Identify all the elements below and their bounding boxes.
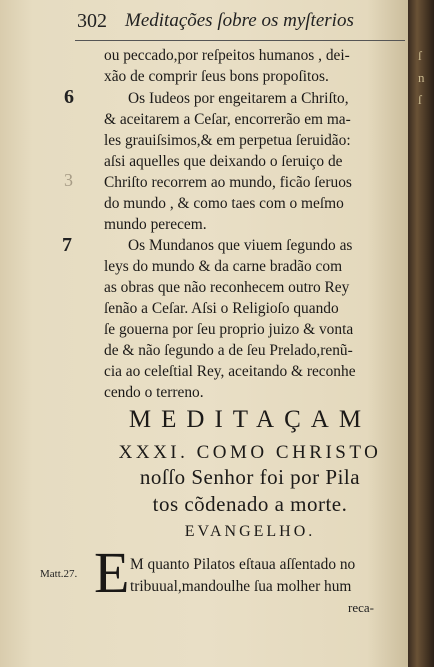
text-line: do mundo , & como taes com o meſmo xyxy=(104,195,344,212)
margin-faint-3: 3 xyxy=(64,170,73,190)
meditation-heading: MEDITAÇAM xyxy=(128,406,372,433)
meditation-number: XXXI. COMO CHRISTO xyxy=(118,442,382,463)
text-line: as obras que não reconhecem outro Rey xyxy=(104,279,350,296)
facing-page-glyph: ſ xyxy=(418,48,422,63)
gospel-line-1: M quanto Pilatos eſtaua aſſentado no xyxy=(130,556,356,573)
catchword: reca- xyxy=(348,600,374,615)
text-line: ſenão a Ceſar. Aſsi o Religioſo quando xyxy=(104,300,339,317)
text-line: ſe gouerna por ſeu proprio juizo & vonta xyxy=(104,321,354,338)
running-title: Meditações ſobre os myſterios xyxy=(125,10,354,31)
meditation-title-line-1: noſſo Senhor foi por Pila xyxy=(139,465,361,489)
text-line: de & não ſegundo a de ſeu Prelado,renũ- xyxy=(104,342,353,359)
text-line: aſsi aquelles que deixando o ſeruiço de xyxy=(104,153,343,170)
text-line: cia ao celeſtial Rey, aceitando & reconhe xyxy=(104,363,356,380)
text-line: cendo o terreno. xyxy=(104,384,204,401)
text-line: Os Iudeos por engeitarem a Chriſto, xyxy=(128,90,349,107)
header-rule xyxy=(75,40,405,41)
drop-capital: E xyxy=(94,540,130,605)
margin-number-7: 7 xyxy=(62,234,72,256)
text-line: xão de comprir ſeus bons propoſitos. xyxy=(104,68,329,85)
text-line: leys do mundo & da carne bradão com xyxy=(104,258,343,275)
section-heading: EVANGELHO. xyxy=(184,523,316,540)
marginal-reference: Matt.27. xyxy=(40,568,78,580)
text-line: & aceitarem a Ceſar, encorrerão em ma- xyxy=(104,111,351,128)
text-line: Chriſto recorrem ao mundo, ficão ſeruos xyxy=(104,174,352,191)
gospel-line-2: tribuual,mandoulhe ſua molher hum xyxy=(130,578,352,595)
facing-page-glyph: ſ xyxy=(418,92,422,107)
facing-page-glyph: n xyxy=(418,70,425,85)
text-line: mundo perecem. xyxy=(104,216,207,233)
text-line: les grauiſsimos,& em perpetua ſeruidão: xyxy=(104,132,351,149)
text-line: ou peccado,por reſpeitos humanos , dei- xyxy=(104,47,350,64)
margin-number-6: 6 xyxy=(64,86,74,108)
text-line: Os Mundanos que viuem ſegundo as xyxy=(128,237,353,254)
page-number: 302 xyxy=(77,10,107,32)
meditation-title-line-2: tos cõdenado a morte. xyxy=(152,492,348,516)
